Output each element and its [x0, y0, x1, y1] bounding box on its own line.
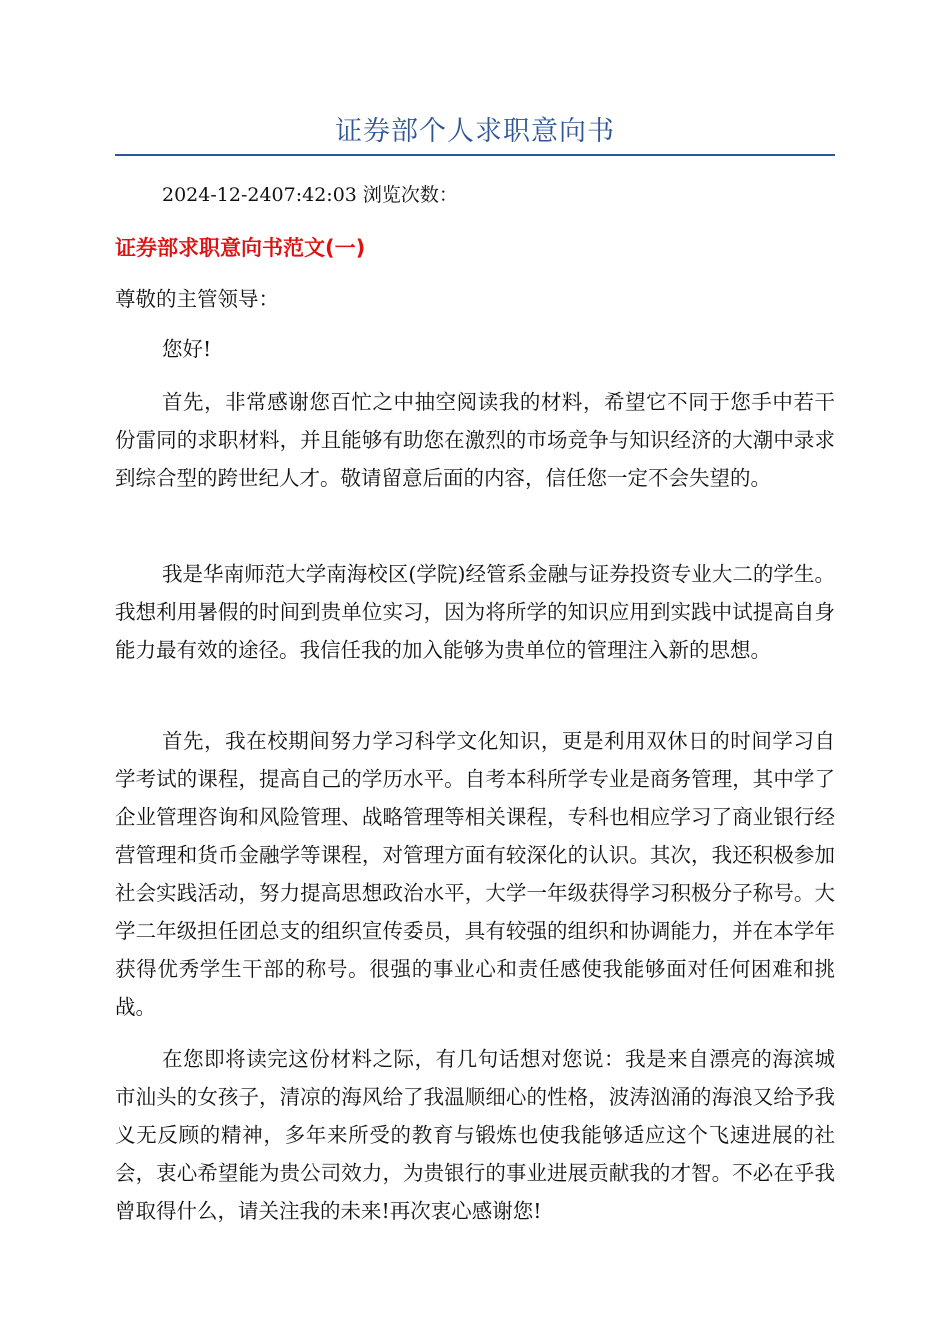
section-heading: 证券部求职意向书范文(一) [115, 236, 366, 260]
meta-line: 2024-12-2407:42:03 浏览次数： [162, 184, 458, 206]
paragraph-1: 首先，非常感谢您百忙之中抽空阅读我的材料，希望它不同于您手中若干份雷同的求职材料，并且能够有助您在激烈的市场竞争与知识经济的大潮中录求到综合型的跨世纪人才。敬请留意后面的内容，信任您一定不会失望的。 [115, 390, 835, 490]
greeting: 您好! [162, 337, 212, 361]
paragraph-4: 在您即将读完这份材料之际，有几句话想对您说：我是来自漂亮的海滨城市汕头的女孩子，清凉的海风给了我温顺细心的性格，波涛汹涌的海浪又给予我义无反顾的精神，多年来所受的教育与锻炼也使我能够适应这个飞速进展的社会，衷心希望能为贵公司效力，为贵银行的事业进展贡献我的才智。不必在乎我曾取得什么，请关注我的未来!再次衷心感谢您! [115, 1047, 835, 1223]
paragraph-3: 首先，我在校期间努力学习科学文化知识，更是利用双休日的时间学习自学考试的课程，提高自己的学历水平。自考本科所学专业是商务管理，其中学了企业管理咨询和风险管理、战略管理等相关课程，专科也相应学习了商业银行经营管理和货币金融学等课程，对管理方面有较深化的认识。其次，我还积极参加社会实践活动，努力提高思想政治水平，大学一年级获得学习积极分子称号。大学二年级担任团总支的组织宣传委员，具有较强的组织和协调能力，并在本学年获得优秀学生干部的称号。很强的事业心和责任感使我能够面对任何困难和挑战。 [115, 729, 835, 1019]
salutation: 尊敬的主管领导： [115, 287, 279, 311]
paragraph-2: 我是华南师范大学南海校区(学院)经管系金融与证券投资专业大二的学生。我想利用暑假的时间到贵单位实习，因为将所学的知识应用到实践中试提高自身能力最有效的途径。我信任我的加入能够为贵单位的管理注入新的思想。 [115, 562, 835, 662]
title-underline [115, 154, 835, 156]
document-title: 证券部个人求职意向书 [335, 116, 615, 147]
